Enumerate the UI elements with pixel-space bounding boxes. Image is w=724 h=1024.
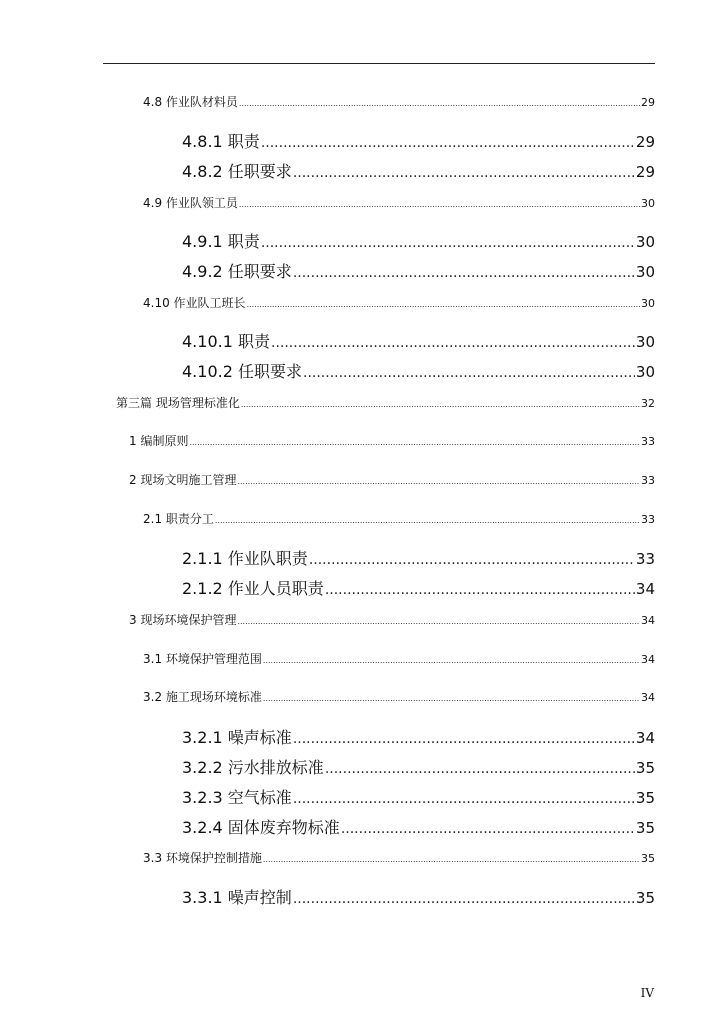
toc-entry-title: 作业队领工员 [165, 196, 238, 210]
toc-entry[interactable] [129, 471, 655, 488]
toc-entry-page: 29 [641, 96, 655, 109]
toc-entry[interactable] [182, 815, 655, 838]
toc-leader-dots [237, 477, 640, 486]
toc-entry[interactable] [143, 510, 655, 527]
toc-leader-dots [261, 235, 635, 251]
toc-entry[interactable] [182, 359, 655, 382]
toc-entry[interactable] [129, 432, 655, 449]
toc-entry-number: 4.8.1 [182, 132, 228, 151]
toc-entry-title: 作业队职责 [227, 549, 308, 568]
toc-leader-dots [189, 438, 640, 447]
toc-entry[interactable] [182, 229, 655, 252]
toc-entry-title: 现场环境保护管理 [140, 613, 237, 627]
toc-entry-number: 4.8 [143, 95, 166, 109]
toc-leader-dots [239, 200, 640, 209]
toc-leader-dots [263, 694, 640, 703]
toc-leader-dots [237, 617, 640, 626]
toc-entry[interactable] [182, 576, 655, 599]
toc-leader-dots [263, 855, 640, 864]
toc-entry[interactable] [143, 688, 655, 705]
toc-entry-number: 2.1.1 [182, 549, 228, 568]
toc-entry-number: 4.9.2 [182, 262, 228, 281]
toc-entry-page: 34 [641, 691, 655, 704]
page-number: IV [640, 986, 654, 1000]
toc-entry-title: 职责 [237, 332, 270, 351]
toc-entry-page: 34 [635, 580, 655, 598]
toc-entry-title: 作业队材料员 [165, 95, 238, 109]
toc-entry[interactable] [143, 194, 655, 211]
toc-entry-number: 2.1.2 [182, 579, 228, 598]
toc-entry-number: 4.9 [143, 196, 166, 210]
toc-leader-dots [293, 165, 635, 181]
toc-leader-dots [341, 821, 635, 837]
toc-entry[interactable] [182, 329, 655, 352]
toc-leader-dots [293, 791, 635, 807]
toc-entry-number: 1 [129, 434, 141, 448]
toc-leader-dots [293, 731, 635, 747]
toc-entry[interactable] [182, 885, 655, 908]
toc-entry[interactable] [143, 93, 655, 110]
toc-leader-dots [215, 516, 640, 525]
toc-entry-page: 35 [641, 852, 655, 865]
toc-entry-page: 29 [635, 163, 655, 181]
toc-entry-title: 噪声标准 [227, 728, 292, 747]
toc-entry[interactable] [182, 725, 655, 748]
toc-leader-dots [293, 891, 635, 907]
toc-entry-number: 2.1 [143, 512, 166, 526]
toc-entry-number: 4.10.2 [182, 362, 238, 381]
toc-entry-title: 任职要求 [227, 162, 292, 181]
toc-entry[interactable] [143, 650, 655, 667]
toc-entry-title: 环境保护控制措施 [165, 851, 262, 865]
toc-leader-dots [325, 761, 635, 777]
toc-entry-number: 4.10 [143, 296, 174, 310]
toc-entry-title: 固体废弃物标准 [227, 818, 340, 837]
toc-leader-dots [239, 99, 640, 108]
toc-leader-dots [263, 656, 640, 665]
toc-entry-number: 3.2.3 [182, 788, 228, 807]
toc-entry-page: 33 [641, 435, 655, 448]
toc-entry-page: 35 [635, 819, 655, 837]
toc-entry-page: 30 [635, 233, 655, 251]
toc-entry[interactable] [182, 259, 655, 282]
toc-entry-number: 2 [129, 473, 141, 487]
toc-leader-dots [261, 135, 635, 151]
toc-entry-number: 3 [129, 613, 141, 627]
toc-entry-title: 编制原则 [140, 434, 189, 448]
toc-entry-title: 环境保护管理范围 [165, 652, 262, 666]
toc-entry-page: 32 [641, 397, 655, 410]
toc-entry[interactable] [143, 849, 655, 866]
toc-entry-title: 任职要求 [237, 362, 302, 381]
toc-entry[interactable] [182, 159, 655, 182]
toc-entry-number: 3.3 [143, 851, 166, 865]
toc-entry-page: 34 [635, 729, 655, 747]
toc-entry-page: 33 [641, 474, 655, 487]
toc-entry[interactable] [143, 294, 655, 311]
toc-entry-title: 现场文明施工管理 [140, 473, 237, 487]
toc-leader-dots [241, 400, 640, 409]
toc-entry-page: 34 [641, 653, 655, 666]
toc-entry-page: 30 [635, 333, 655, 351]
toc-entry-page: 30 [641, 197, 655, 210]
toc-entry-title: 作业队工班长 [173, 296, 246, 310]
toc-entry-title: 施工现场环境标准 [165, 690, 262, 704]
toc-entry-number: 3.2.2 [182, 758, 228, 777]
toc-entry-page: 35 [635, 889, 655, 907]
toc-entry-title: 职责分工 [165, 512, 214, 526]
toc-entry[interactable] [182, 755, 655, 778]
toc-entry-page: 29 [635, 133, 655, 151]
toc-leader-dots [325, 582, 635, 598]
toc-leader-dots [303, 365, 635, 381]
toc-entry-title: 噪声控制 [227, 888, 292, 907]
toc-entry-number: 3.2.1 [182, 728, 228, 747]
toc-leader-dots [309, 552, 635, 568]
toc-entry[interactable] [182, 129, 655, 152]
toc-entry[interactable] [116, 394, 655, 411]
toc-entry-page: 33 [635, 550, 655, 568]
toc-entry-page: 35 [635, 789, 655, 807]
header-rule [103, 63, 655, 64]
toc-entry-number: 3.1 [143, 652, 166, 666]
toc-entry-page: 33 [641, 513, 655, 526]
toc-entry-page: 30 [635, 263, 655, 281]
toc-entry-title: 作业人员职责 [227, 579, 324, 598]
toc-leader-dots [271, 335, 635, 351]
toc-leader-dots [293, 265, 635, 281]
toc-entry-number: 3.2.4 [182, 818, 228, 837]
toc-entry-number: 3.2 [143, 690, 166, 704]
toc-leader-dots [247, 300, 640, 309]
toc-entry-page: 30 [635, 363, 655, 381]
toc-entry[interactable] [182, 785, 655, 808]
toc-entry-title: 空气标准 [227, 788, 292, 807]
toc-entry-title: 第三篇 现场管理标准化 [116, 396, 240, 410]
toc-entry-number: 4.8.2 [182, 162, 228, 181]
toc-entry-number: 4.10.1 [182, 332, 238, 351]
toc-entry-page: 34 [641, 614, 655, 627]
toc-entry-page: 30 [641, 297, 655, 310]
toc-entry-number: 4.9.1 [182, 232, 228, 251]
toc-entry[interactable] [129, 611, 655, 628]
toc-entry-title: 任职要求 [227, 262, 292, 281]
toc-entry-title: 污水排放标准 [227, 758, 324, 777]
toc-entry-number: 3.3.1 [182, 888, 228, 907]
toc-entry-title: 职责 [227, 232, 260, 251]
toc-entry-title: 职责 [227, 132, 260, 151]
toc-entry-page: 35 [635, 759, 655, 777]
toc-entry[interactable] [182, 546, 655, 569]
